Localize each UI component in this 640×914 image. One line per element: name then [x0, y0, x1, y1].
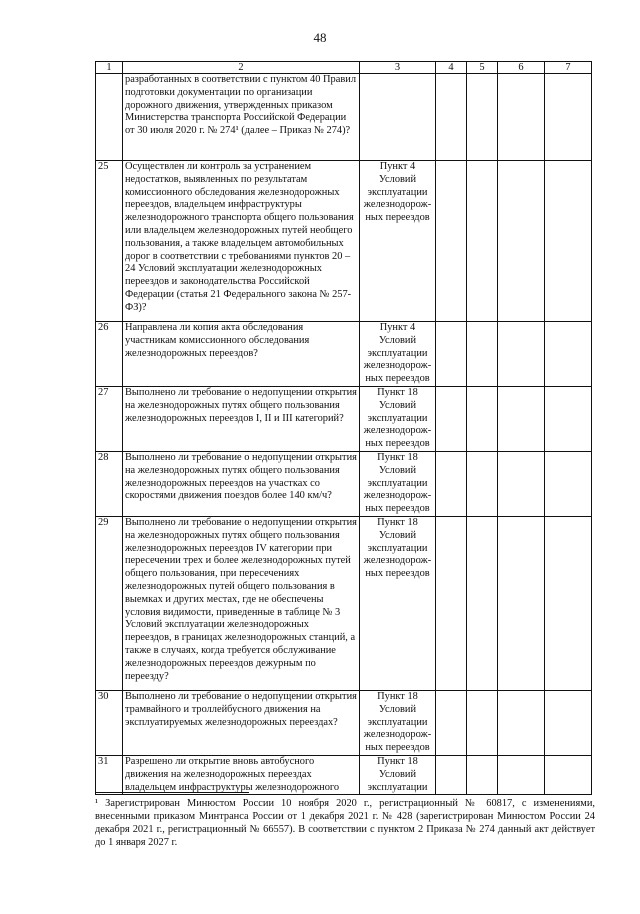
- column-header: 1: [96, 62, 123, 74]
- legal-reference: Пункт 4 Условий эксплуатации железнодорож-ных переездов: [360, 322, 436, 387]
- legal-reference: Пункт 18 Условий эксплуатации: [360, 755, 436, 794]
- answer-cell: [467, 451, 498, 516]
- footnote-divider: [95, 792, 249, 793]
- row-number: 28: [96, 451, 123, 516]
- question-text: Выполнено ли требование о недопущении открытия на железнодорожных путях общего пользования железнодорожных переездов на участках со скоростями движения поездов более 140 км/ч?: [123, 451, 360, 516]
- row-number: 29: [96, 516, 123, 690]
- answer-cell: [467, 161, 498, 322]
- answer-cell: [498, 161, 545, 322]
- answer-cell: [436, 74, 467, 161]
- legal-reference: Пункт 18 Условий эксплуатации железнодорож-ных переездов: [360, 516, 436, 690]
- answer-cell: [498, 322, 545, 387]
- answer-cell: [436, 161, 467, 322]
- row-number: 27: [96, 386, 123, 451]
- answer-cell: [467, 322, 498, 387]
- answer-cell: [545, 516, 592, 690]
- table-row: [96, 755, 592, 794]
- column-header: 4: [436, 62, 467, 74]
- question-text: Осуществлен ли контроль за устранением недостатков, выявленных по результатам комиссионного обследования железнодорожных переездов, владельцем инфраструктуры железнодорожного транспорта общего пользования или владельцем железнодорожных путей необщего пользования, а также владельцем автомобильных дорог в соответствии с требованиями пунктов 20 – 24 Условий эксплуатации железнодорожных переездов и законодательства Российской Федерации (статья 21 Федерального закона № 257-ФЗ)?: [123, 161, 360, 322]
- table-row: [96, 516, 592, 690]
- answer-cell: [545, 386, 592, 451]
- table-row: [96, 451, 592, 516]
- column-header: 5: [467, 62, 498, 74]
- answer-cell: [498, 74, 545, 161]
- question-text: Выполнено ли требование о недопущении открытия на железнодорожных путях общего пользования железнодорожных переездов IV категории при пересечении трех и более железнодорожных путей общего пользования, при пересечениях железнодорожных путей общего пользования в выемках и других местах, где не обеспечены условия видимости, приведенные в таблице № 3 Условий эксплуатации железнодорожных переездов, в границах железнодорожных станций, а также в случаях, когда требуется обслуживание железнодорожных переездов дежурным по переезду?: [123, 516, 360, 690]
- answer-cell: [467, 755, 498, 794]
- question-text: разработанных в соответствии с пунктом 40 Правил подготовки документации по организации дорожного движения, утвержденных приказом Министерства транспорта Российской Федерации от 30 июля 2020 г. № 274¹ (далее – Приказ № 274)?: [123, 74, 360, 161]
- answer-cell: [498, 386, 545, 451]
- checklist-table: [95, 61, 592, 795]
- table-row: [96, 161, 592, 322]
- legal-reference: Пункт 18 Условий эксплуатации железнодорож-ных переездов: [360, 690, 436, 755]
- table-row: [96, 386, 592, 451]
- answer-cell: [436, 386, 467, 451]
- row-number: [96, 74, 123, 161]
- answer-cell: [436, 755, 467, 794]
- legal-reference: [360, 74, 436, 161]
- row-number: 30: [96, 690, 123, 755]
- answer-cell: [436, 690, 467, 755]
- answer-cell: [498, 451, 545, 516]
- legal-reference: Пункт 18 Условий эксплуатации железнодорож-ных переездов: [360, 386, 436, 451]
- answer-cell: [436, 322, 467, 387]
- table-header-row: [96, 62, 592, 74]
- answer-cell: [498, 690, 545, 755]
- question-text: Выполнено ли требование о недопущении открытия трамвайного и троллейбусного движения на эксплуатируемых железнодорожных переездах?: [123, 690, 360, 755]
- table-row: [96, 74, 592, 161]
- column-header: 3: [360, 62, 436, 74]
- column-header: 6: [498, 62, 545, 74]
- legal-reference: Пункт 4 Условий эксплуатации железнодорож-ных переездов: [360, 161, 436, 322]
- answer-cell: [545, 161, 592, 322]
- answer-cell: [545, 74, 592, 161]
- answer-cell: [498, 516, 545, 690]
- column-header: 2: [123, 62, 360, 74]
- answer-cell: [467, 516, 498, 690]
- answer-cell: [436, 451, 467, 516]
- row-number: 25: [96, 161, 123, 322]
- answer-cell: [467, 690, 498, 755]
- question-text: Разрешено ли открытие вновь автобусного движения на железнодорожных переездах владельцем инфраструктуры железнодорожного: [123, 755, 360, 794]
- answer-cell: [545, 322, 592, 387]
- answer-cell: [545, 755, 592, 794]
- question-text: Выполнено ли требование о недопущении открытия на железнодорожных путях общего пользования железнодорожных переездов I, II и III категорий?: [123, 386, 360, 451]
- column-header: 7: [545, 62, 592, 74]
- answer-cell: [436, 516, 467, 690]
- answer-cell: [467, 74, 498, 161]
- answer-cell: [545, 451, 592, 516]
- row-number: 31: [96, 755, 123, 794]
- question-text: Направлена ли копия акта обследования участникам комиссионного обследования железнодорожных переездов?: [123, 322, 360, 387]
- footnote: ¹ Зарегистрирован Минюстом России 10 ноября 2020 г., регистрационный № 60817, с изменениями, внесенными приказом Минтранса России от 1 декабря 2021 г. № 428 (зарегистрирован Минюстом России 24 декабря 2021 г., регистрационный № 66557). В соответствии с пунктом 2 Приказа № 274 данный акт действует до 1 января 2027 г.: [95, 798, 595, 848]
- page-number: 48: [313, 30, 327, 45]
- answer-cell: [498, 755, 545, 794]
- table-row: [96, 690, 592, 755]
- answer-cell: [545, 690, 592, 755]
- table-row: [96, 322, 592, 387]
- row-number: 26: [96, 322, 123, 387]
- legal-reference: Пункт 18 Условий эксплуатации железнодорож-ных переездов: [360, 451, 436, 516]
- answer-cell: [467, 386, 498, 451]
